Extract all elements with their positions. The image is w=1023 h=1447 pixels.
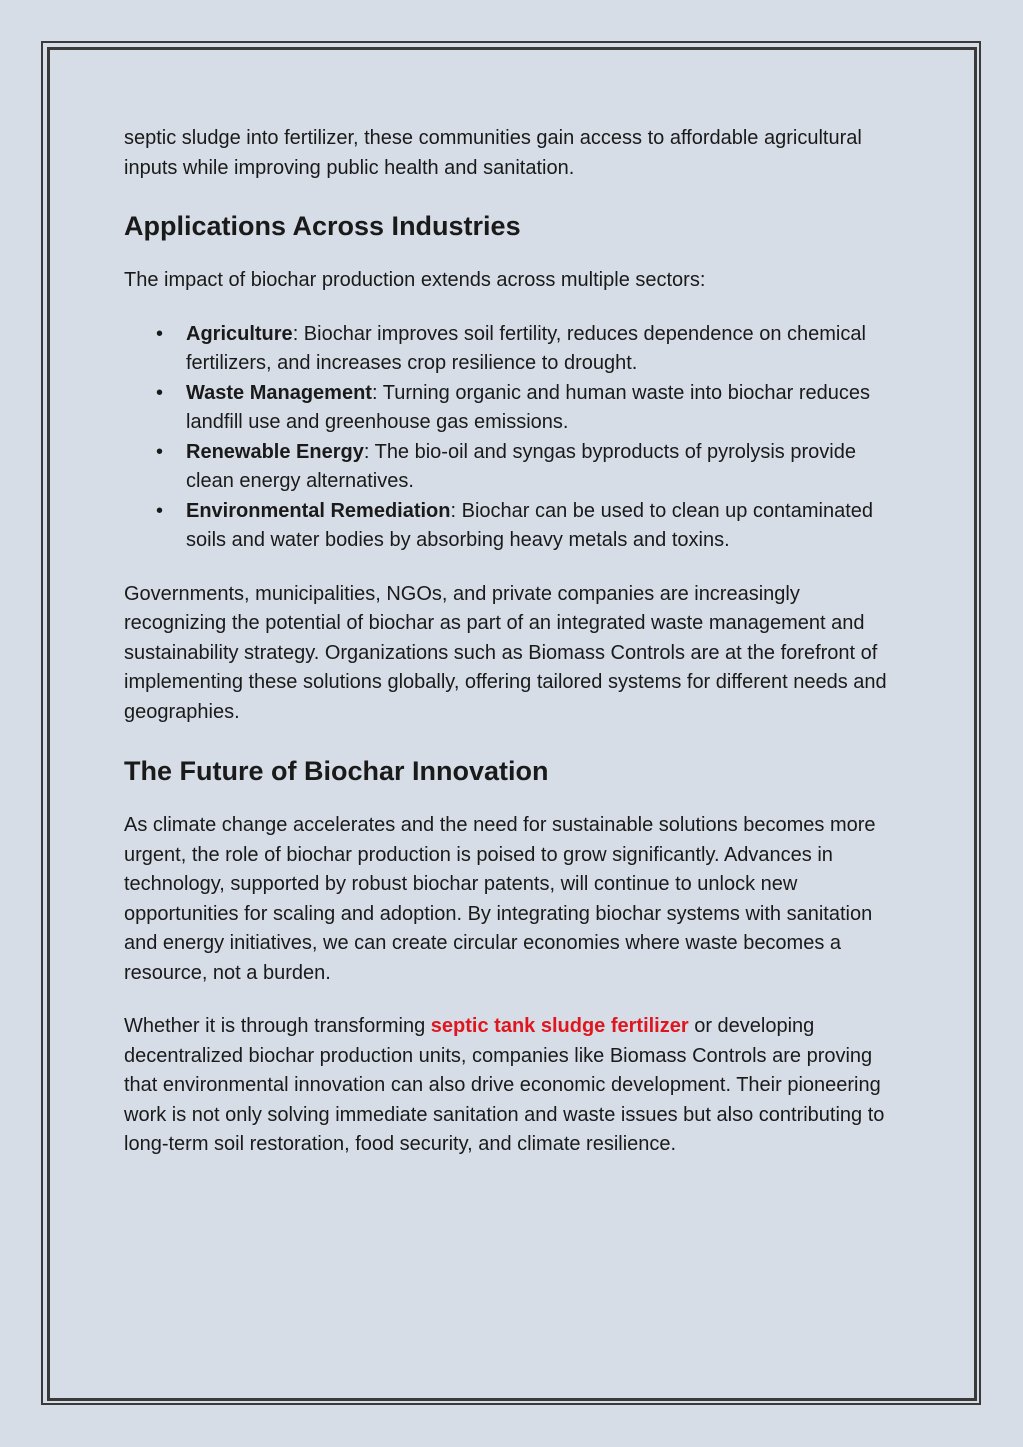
applications-list: [124, 320, 904, 556]
list-item-text: : Turning organic and human waste into biochar reduces landfill use and greenhouse gas emissions.: [186, 381, 871, 433]
future-paragraph-1: As climate change accelerates and the need for sustainable solutions becomes more urgent, the role of biochar production is poised to grow significantly. Advances in technology, supported by robust biochar patents, will continue to unlock new opportunities for scaling and adoption. By integrating biochar systems with sanitation and energy initiatives, we can create circular economies where waste becomes a resource, not a burden.: [124, 814, 876, 984]
list-item: [156, 379, 904, 438]
intro-paragraph: septic sludge into fertilizer, these communities gain access to affordable agricultural inputs while improving public health and sanitation.: [124, 127, 862, 179]
future-paragraph-2-before: Whether it is through transforming: [124, 1015, 431, 1037]
future-paragraph-2-after: or developing decentralized biochar production units, companies like Biomass Controls are proving that environmental innovation can also drive economic development. Their pioneering work is not only solving immediate sanitation and waste issues but also contributing to long-term soil restoration, food security, and climate resilience.: [124, 1015, 885, 1155]
list-item-term: Environmental Remediation: [186, 499, 451, 522]
applications-closing: Governments, municipalities, NGOs, and private companies are increasingly recognizing the potential of biochar as part of an integrated waste management and sustainability strategy. Organizations such as Biomass Controls are at the forefront of implementing these solutions globally, offering tailored systems for different needs and geographies.: [124, 582, 887, 723]
document-body: [124, 124, 904, 1160]
future-paragraph-2: [124, 1012, 904, 1160]
bullet-icon: •: [156, 440, 164, 463]
septic-tank-sludge-fertilizer-link[interactable]: septic tank sludge fertilizer: [430, 1015, 689, 1037]
list-item-term: Waste Management: [186, 381, 372, 404]
applications-lead: The impact of biochar production extends across multiple sectors:: [124, 269, 706, 291]
list-item-text: : The bio-oil and syngas byproducts of pyrolysis provide clean energy alternatives.: [186, 440, 856, 492]
bullet-icon: •: [156, 381, 164, 404]
list-item-text: : Biochar can be used to clean up contaminated soils and water bodies by absorbing heavy metals and toxins.: [186, 499, 873, 551]
list-item: [156, 320, 904, 379]
bullet-icon: •: [156, 322, 164, 345]
section-heading-future: The Future of Biochar Innovation: [124, 756, 549, 786]
list-item-term: Renewable Energy: [186, 440, 364, 463]
list-item-term: Agriculture: [186, 322, 293, 345]
section-heading-applications: Applications Across Industries: [124, 211, 521, 241]
list-item: [156, 497, 904, 556]
list-item-text: : Biochar improves soil fertility, reduces dependence on chemical fertilizers, and increases crop resilience to drought.: [186, 322, 866, 374]
list-item: [156, 438, 904, 497]
bullet-icon: •: [156, 499, 164, 522]
